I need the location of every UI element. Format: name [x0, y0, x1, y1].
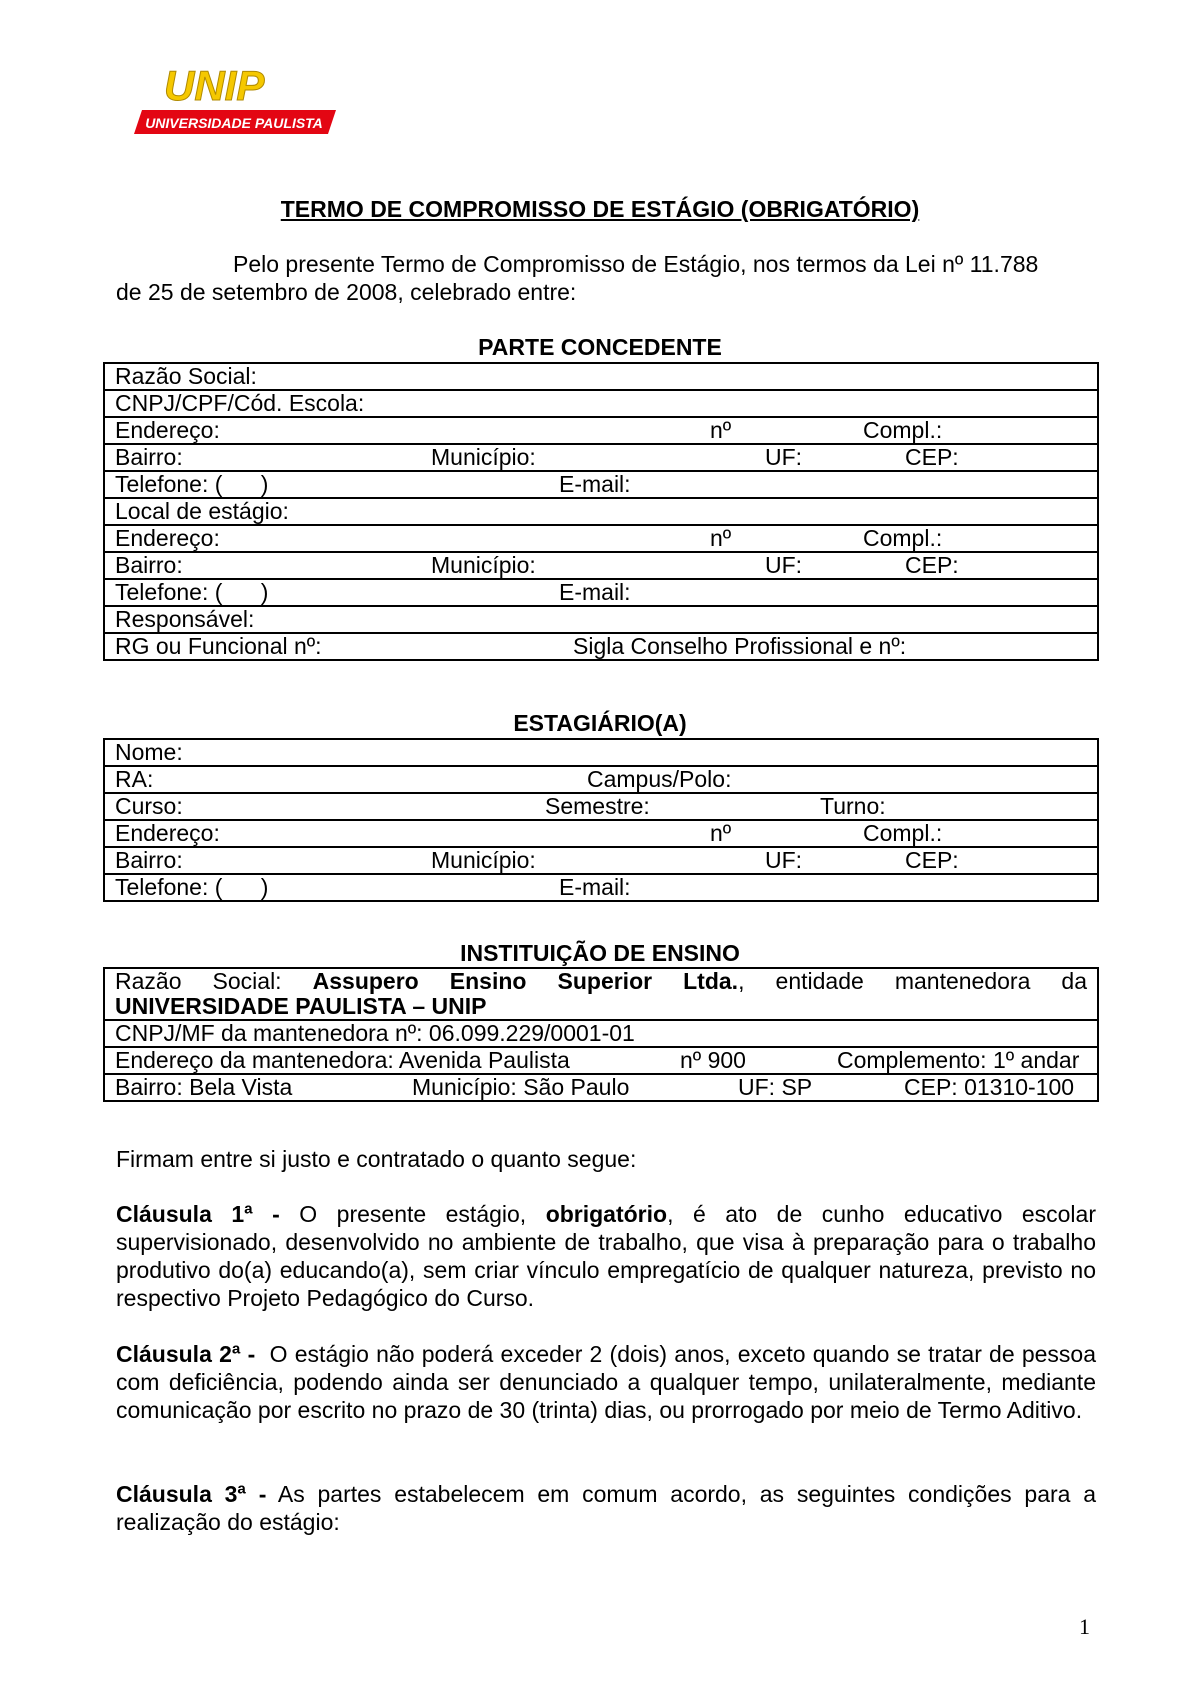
- field-label: CEP:: [905, 552, 959, 578]
- logo-brand-text: UNIP: [164, 62, 265, 109]
- form-row: [104, 552, 1098, 579]
- razao-social-university: UNIVERSIDADE PAULISTA – UNIP: [115, 993, 487, 1019]
- clausula-text: O presente estágio,: [279, 1201, 546, 1227]
- field-label: Telefone: ( ): [115, 874, 269, 900]
- field-label: CEP:: [905, 444, 959, 470]
- field-label: Bairro:: [115, 847, 183, 873]
- field-label: E-mail:: [559, 471, 631, 497]
- field-value: CNPJ/MF da mantenedora nº: 06.099.229/0001-01: [115, 1020, 635, 1046]
- form-row: [104, 739, 1098, 766]
- field-label: Município:: [431, 552, 536, 578]
- section-heading-instituicao: INSTITUIÇÃO DE ENSINO: [460, 940, 740, 966]
- section-heading-concedente: PARTE CONCEDENTE: [478, 334, 722, 360]
- field-label: UF:: [765, 552, 803, 578]
- field-label: Compl.:: [863, 525, 943, 551]
- field-label: nº: [710, 820, 732, 846]
- page-number: 1: [1079, 1614, 1090, 1639]
- field-label: Local de estágio:: [115, 498, 289, 524]
- page-title: TERMO DE COMPROMISSO DE ESTÁGIO (OBRIGATÓRIO): [280, 196, 920, 222]
- field-label: Turno:: [820, 793, 886, 819]
- form-row: [104, 793, 1098, 820]
- field-value: nº 900: [680, 1047, 746, 1073]
- field-label: Compl.:: [863, 417, 943, 443]
- intro-line-1: Pelo presente Termo de Compromisso de Estágio, nos termos da Lei nº 11.788: [233, 251, 1039, 277]
- field-label: RG ou Funcional nº:: [115, 633, 322, 659]
- form-row: [104, 968, 1098, 1020]
- field-label: Sigla Conselho Profissional e nº:: [573, 633, 907, 659]
- field-label: Endereço:: [115, 417, 220, 443]
- field-label: Campus/Polo:: [587, 766, 732, 792]
- form-row: [104, 498, 1098, 525]
- field-label: Bairro:: [115, 552, 183, 578]
- form-row: [104, 1047, 1098, 1074]
- field-label: Endereço:: [115, 820, 220, 846]
- field-label: Compl.:: [863, 820, 943, 846]
- form-row: [104, 525, 1098, 552]
- field-label: CEP:: [905, 847, 959, 873]
- clausula-text: O estágio não poderá exceder 2 (dois) anos, exceto quando se tratar de pessoa com deficiência, podendo ainda ser denunciado a qualquer tempo, unilateralmente, mediante comunicação por escrito no prazo de 30 (trinta) dias, ou prorrogado por meio de Termo Aditivo.: [116, 1341, 1103, 1423]
- form-row: [104, 390, 1098, 417]
- concedente-table: [103, 362, 1099, 661]
- clausula-text: As partes estabelecem em comum acordo, as seguintes condições para a realização do estágio:: [116, 1481, 1096, 1535]
- form-row: [104, 847, 1098, 874]
- field-label: Telefone: ( ): [115, 471, 269, 497]
- instituicao-table: [103, 967, 1099, 1102]
- form-row: [104, 766, 1098, 793]
- field-label: E-mail:: [559, 579, 631, 605]
- razao-social-name: Assupero Ensino Superior Ltda.: [312, 968, 739, 994]
- clausula-bold-text: obrigatório: [545, 1201, 668, 1227]
- form-row: [104, 471, 1098, 498]
- form-row: [104, 874, 1098, 901]
- clausula-label: Cláusula 3ª -: [116, 1481, 267, 1507]
- field-label: RA:: [115, 766, 154, 792]
- clausula-1: [116, 1200, 1096, 1312]
- form-row: [104, 417, 1098, 444]
- form-row: [104, 444, 1098, 471]
- field-label: Nome:: [115, 739, 183, 765]
- estagiario-table: [103, 738, 1099, 902]
- clausula-text: , é ato de cunho educativo escolar supervisionado, desenvolvido no ambiente de trabalho, que visa à preparação para o trabalho produtivo do(a) educando(a), sem criar vínculo empregatício de qualquer natureza, previsto no respectivo Projeto Pedagógico do Curso.: [116, 1201, 1096, 1311]
- field-label: E-mail:: [559, 874, 631, 900]
- unip-wordmark: [164, 62, 265, 109]
- clausula-2: [116, 1340, 1103, 1424]
- form-row: [104, 579, 1098, 606]
- clausula-label: Cláusula 2ª -: [116, 1341, 256, 1367]
- field-value: Endereço da mantenedora: Avenida Paulista: [115, 1047, 570, 1073]
- field-label: Município:: [431, 847, 536, 873]
- field-value: Bairro: Bela Vista: [115, 1074, 293, 1100]
- clausula-label: Cláusula 1ª -: [116, 1201, 280, 1227]
- field-value: Complemento: 1º andar: [837, 1047, 1080, 1073]
- form-row: [104, 606, 1098, 633]
- field-value: UF: SP: [738, 1074, 813, 1100]
- field-label: Bairro:: [115, 444, 183, 470]
- field-label: Telefone: ( ): [115, 579, 269, 605]
- form-row: [104, 363, 1098, 390]
- form-row: [104, 820, 1098, 847]
- field-label: Responsável:: [115, 606, 255, 632]
- form-row: [104, 1020, 1098, 1047]
- field-value: Município: São Paulo: [412, 1074, 630, 1100]
- form-row: [104, 633, 1098, 660]
- logo-tagline: UNIVERSIDADE PAULISTA: [145, 115, 323, 131]
- field-label: Endereço:: [115, 525, 220, 551]
- field-label: Curso:: [115, 793, 183, 819]
- field-label: Razão Social:: [115, 968, 282, 994]
- intro-line-2: de 25 de setembro de 2008, celebrado entre:: [116, 279, 577, 305]
- form-row: [104, 1074, 1098, 1101]
- field-label: nº: [710, 417, 732, 443]
- unip-logo: [128, 62, 338, 142]
- razao-social-line: [115, 969, 1087, 994]
- razao-social-rest: , entidade mantenedora da: [738, 968, 1088, 994]
- firmam-text: Firmam entre si justo e contratado o quanto segue:: [116, 1146, 637, 1172]
- field-label: Razão Social:: [115, 363, 257, 389]
- field-label: UF:: [765, 847, 803, 873]
- field-label: Semestre:: [545, 793, 650, 819]
- clausula-3: [116, 1480, 1096, 1536]
- field-label: CNPJ/CPF/Cód. Escola:: [115, 390, 365, 416]
- section-heading-estagiario: ESTAGIÁRIO(A): [513, 710, 687, 736]
- field-label: UF:: [765, 444, 803, 470]
- field-value: CEP: 01310-100: [904, 1074, 1075, 1100]
- field-label: Município:: [431, 444, 536, 470]
- field-label: nº: [710, 525, 732, 551]
